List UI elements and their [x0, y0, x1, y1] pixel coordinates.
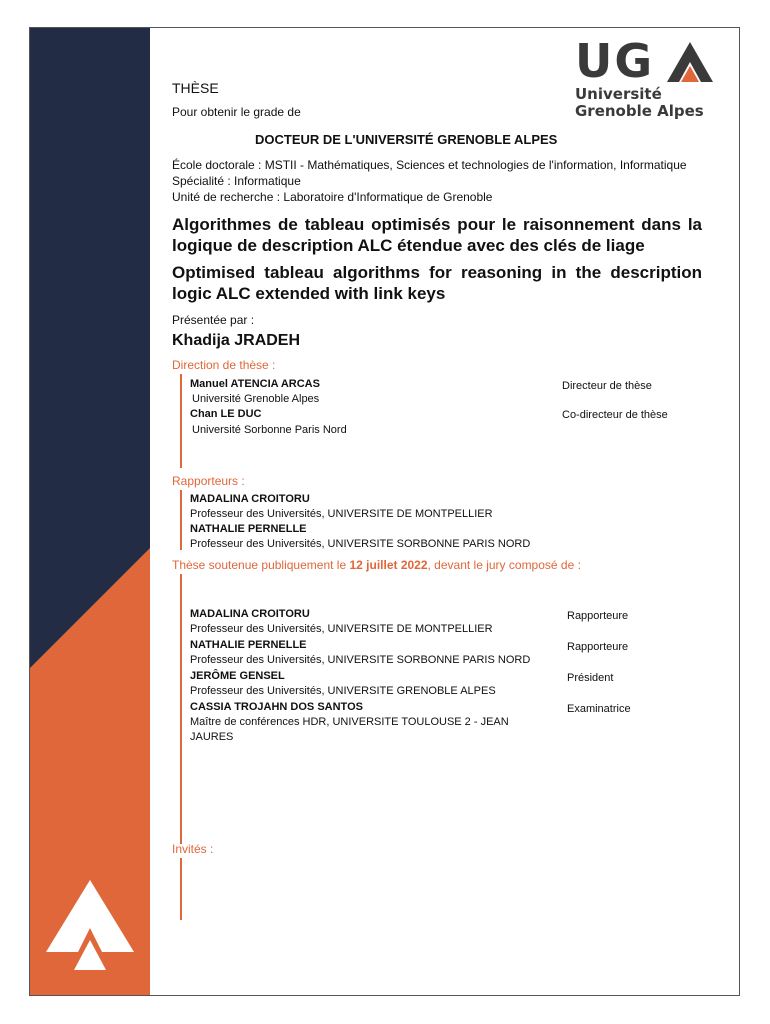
author-name: Khadija JRADEH [172, 332, 301, 349]
thesis-title-french: Algorithmes de tableau optimisés pour le raisonnement dans la logique de description ALC étendue avec des clés de liage [172, 215, 702, 255]
invited-bar [180, 858, 182, 920]
jury-2-name: NATHALIE PERNELLE [190, 639, 307, 651]
jury-1-affiliation: Professeur des Universités, UNIVERSITE DE MONTPELLIER [190, 623, 493, 635]
codirector-role: Co-directeur de thèse [562, 409, 668, 421]
presented-by-label: Présentée par : [172, 313, 255, 327]
invited-label: Invités : [172, 842, 214, 856]
side-band-graphic [30, 28, 150, 995]
jury-bar [180, 574, 182, 844]
jury-3-affiliation: Professeur des Universités, UNIVERSITE GRENOBLE ALPES [190, 685, 496, 697]
jury-4-name: CASSIA TROJAHN DOS SANTOS [190, 701, 363, 713]
direction-bar [180, 374, 182, 468]
jury-4-role: Examinatrice [567, 703, 631, 715]
thesis-cover-page [29, 27, 740, 996]
defense-prefix: Thèse soutenue publiquement le [172, 558, 350, 572]
jury-4-affiliation-line2: JAURES [190, 731, 234, 743]
jury-3-role: Président [567, 672, 614, 684]
logo-university: Université [575, 85, 662, 103]
jury-1-name: MADALINA CROITORU [190, 608, 310, 620]
defense-date: 12 juillet 2022 [349, 558, 428, 572]
direction-label: Direction de thèse : [172, 358, 276, 372]
defense-suffix: , devant le jury composé de : [427, 558, 581, 572]
logo-letter-g: G [614, 34, 655, 88]
side-decoration-band [30, 28, 150, 995]
reviewers-label: Rapporteurs : [172, 474, 245, 488]
jury-2-role: Rapporteure [567, 641, 629, 653]
research-unit: Unité de recherche : Laboratoire d'Informatique de Grenoble [172, 190, 493, 204]
logo-letters [575, 34, 725, 88]
defense-statement [172, 558, 581, 572]
logo-letter-u: U [575, 34, 615, 88]
grade-intro: Pour obtenir le grade de [172, 105, 301, 119]
jury-4-affiliation-line1: Maître de conférences HDR, UNIVERSITE TOULOUSE 2 - JEAN [190, 716, 509, 728]
reviewer-2-name: NATHALIE PERNELLE [190, 523, 307, 535]
specialty: Spécialité : Informatique [172, 174, 301, 188]
jury-2-affiliation: Professeur des Universités, UNIVERSITE SORBONNE PARIS NORD [190, 654, 531, 666]
director-role: Directeur de thèse [562, 380, 652, 392]
reviewer-2-affiliation: Professeur des Universités, UNIVERSITE SORBONNE PARIS NORD [190, 538, 531, 550]
degree-title: DOCTEUR DE L'UNIVERSITÉ GRENOBLE ALPES [255, 132, 558, 147]
jury-3-name: JERÔME GENSEL [190, 670, 285, 682]
triangle-logo-icon [667, 42, 713, 86]
jury-1-role: Rapporteure [567, 610, 629, 622]
thesis-title-english: Optimised tableau algorithms for reasoning in the description logic ALC extended with link keys [172, 263, 702, 303]
document-kind: THÈSE [172, 80, 219, 96]
codirector-affiliation: Université Sorbonne Paris Nord [192, 424, 347, 436]
reviewer-1-name: MADALINA CROITORU [190, 493, 310, 505]
codirector-name: Chan LE DUC [190, 408, 262, 420]
reviewers-bar [180, 490, 182, 550]
logo-grenoble-alpes: Grenoble Alpes [575, 102, 704, 120]
uga-logo [575, 34, 725, 120]
doctoral-school: École doctorale : MSTII - Mathématiques, Sciences et technologies de l'information, Informatique [172, 158, 687, 172]
reviewer-1-affiliation: Professeur des Universités, UNIVERSITE DE MONTPELLIER [190, 508, 493, 520]
director-name: Manuel ATENCIA ARCAS [190, 378, 320, 390]
director-affiliation: Université Grenoble Alpes [192, 393, 320, 405]
